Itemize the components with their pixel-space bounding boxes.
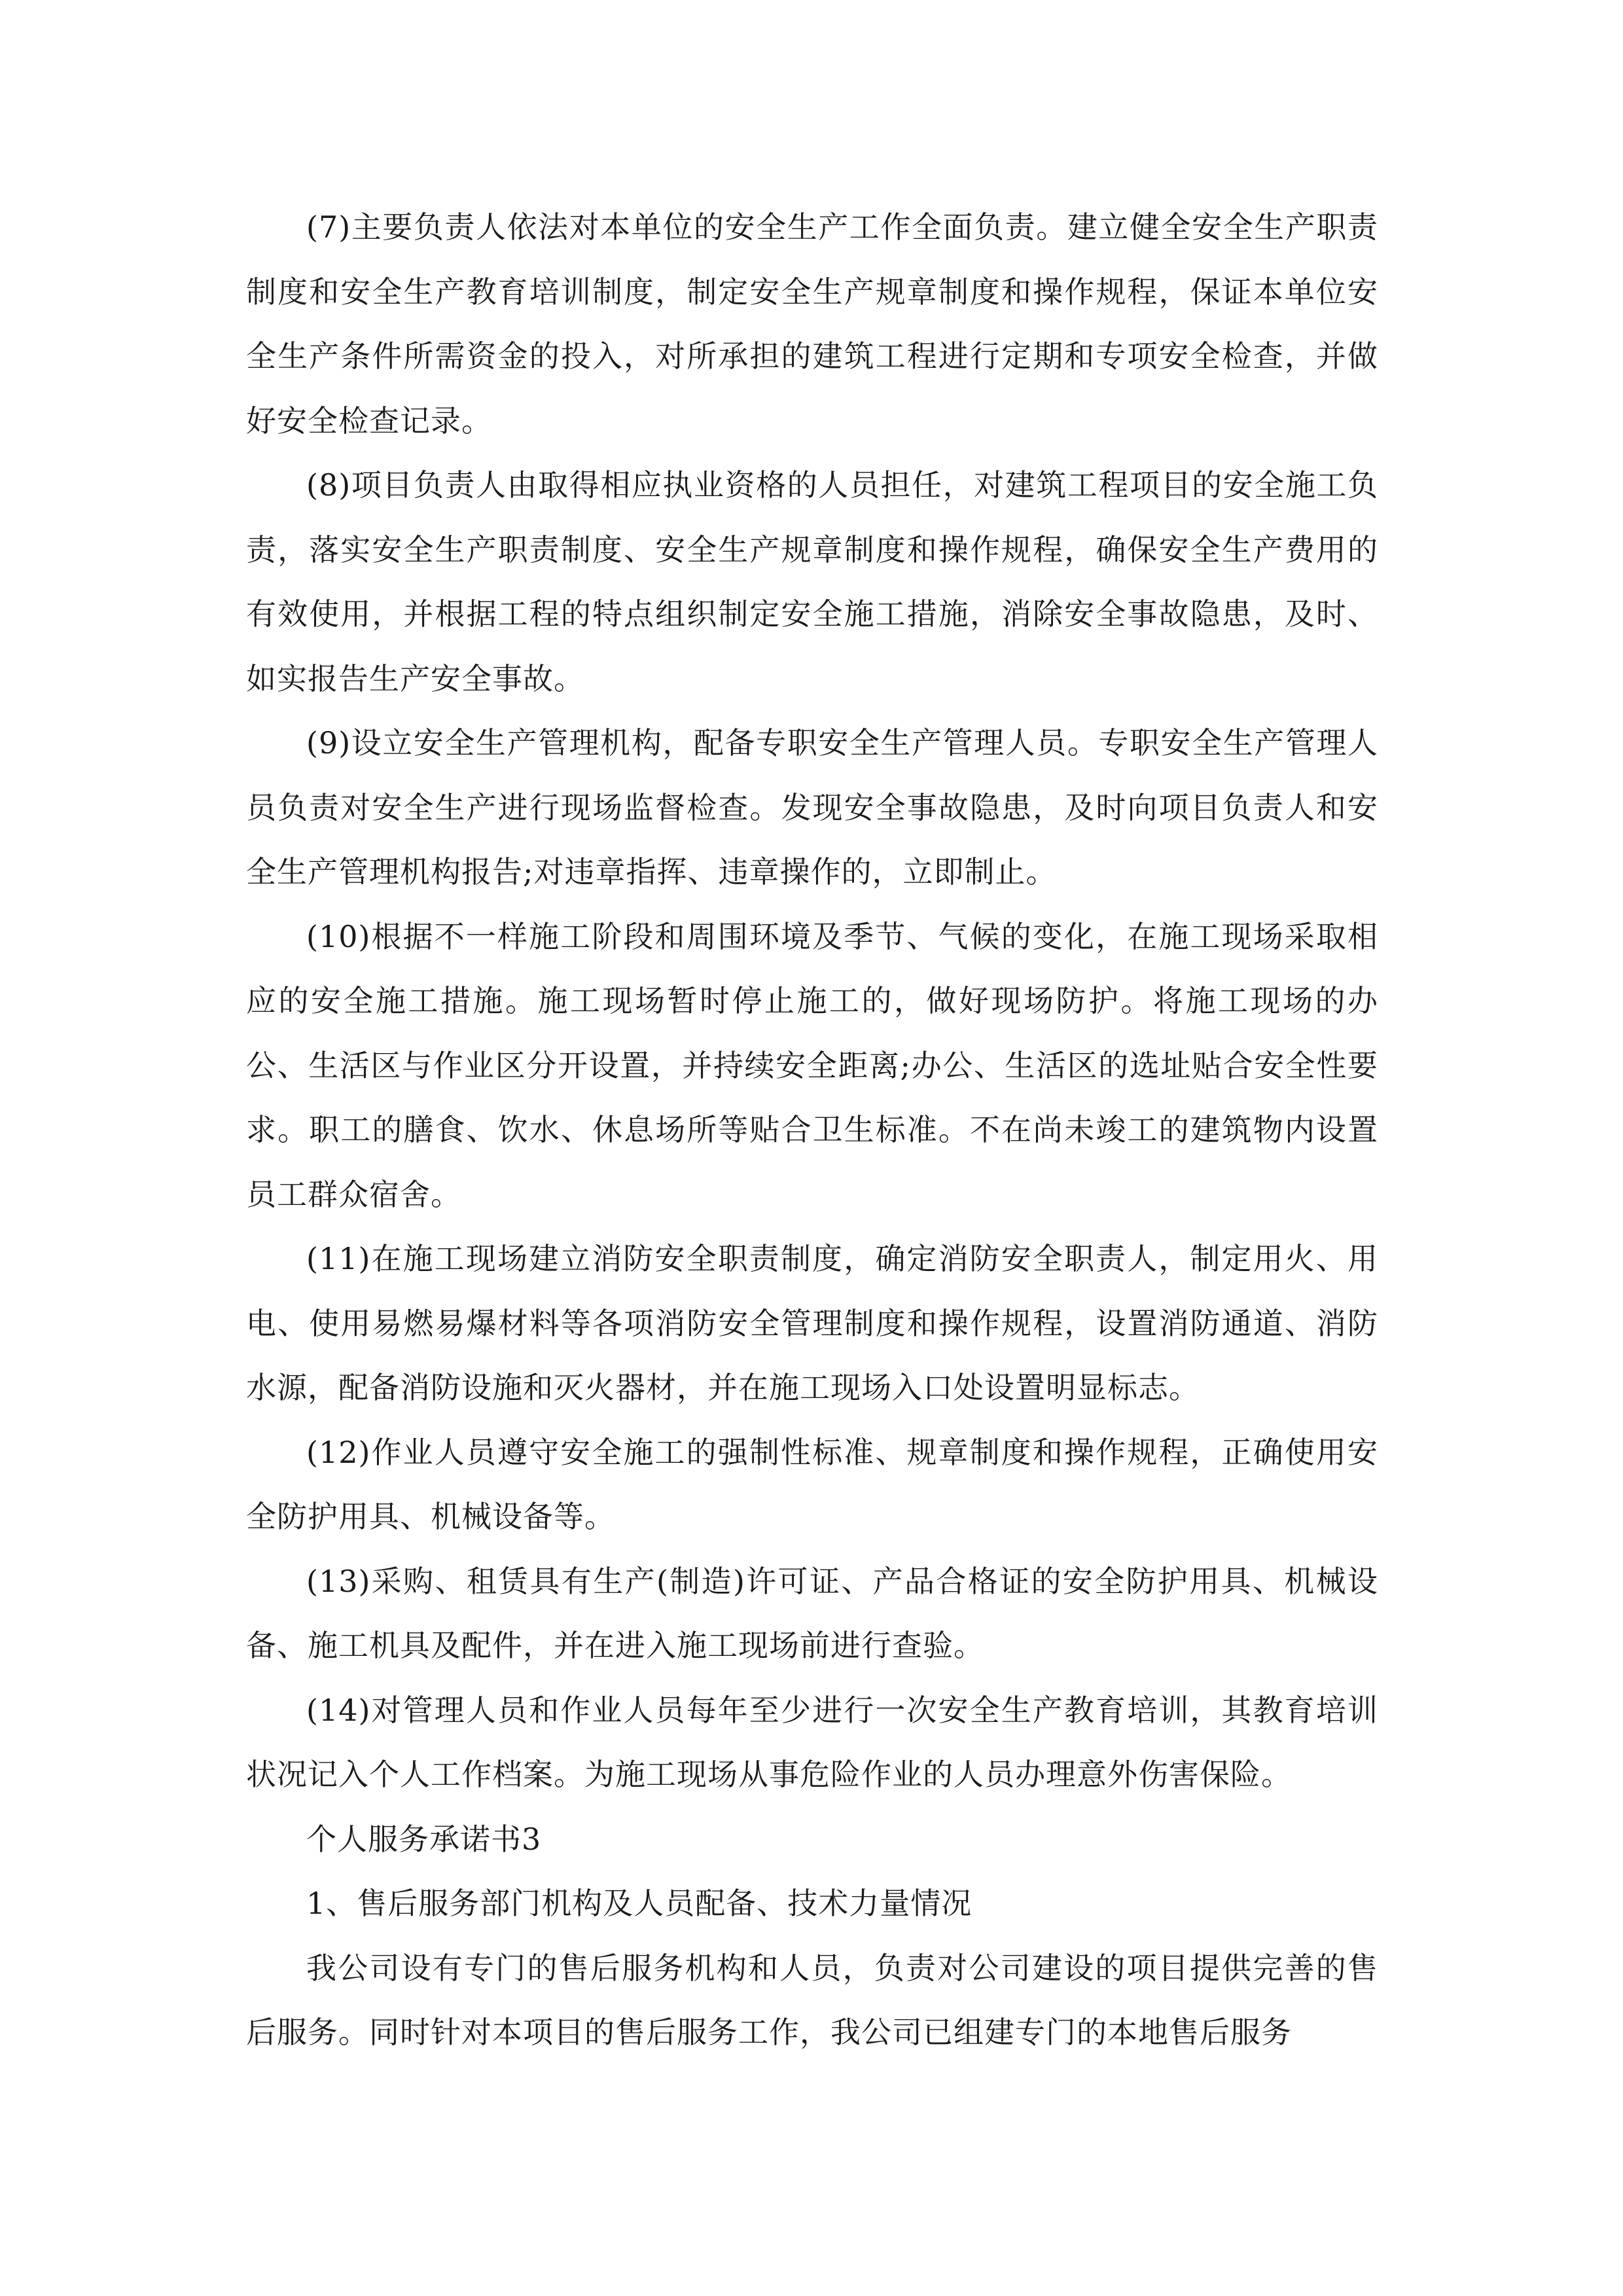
document-body [246, 195, 1378, 2065]
paragraph-7: (7)主要负责人依法对本单位的安全生产工作全面负责。建立健全安全生产职责制度和安全生产教育培训制度，制定安全生产规章制度和操作规程，保证本单位安全生产条件所需资金的投入，对所承担的建筑工程进行定期和专项安全检查，并做好安全检查记录。 [246, 209, 1378, 439]
final-paragraph: 我公司设有专门的售后服务机构和人员，负责对公司建设的项目提供完善的售后服务。同时针对本项目的售后服务工作，我公司已组建专门的本地售后服务 [246, 1950, 1378, 2050]
paragraph-10: (10)根据不一样施工阶段和周围环境及季节、气候的变化，在施工现场采取相应的安全施工措施。施工现场暂时停止施工的，做好现场防护。将施工现场的办公、生活区与作业区分开设置，并持续安全距离;办公、生活区的选址贴合安全性要求。职工的膳食、饮水、休息场所等贴合卫生标准。不在尚未竣工的建筑物内设置员工群众宿舍。 [246, 918, 1378, 1212]
paragraph-11: (11)在施工现场建立消防安全职责制度，确定消防安全职责人，制定用火、用电、使用易燃易爆材料等各项消防安全管理制度和操作规程，设置消防通道、消防水源，配备消防设施和灭火器材，并在施工现场入口处设置明显标志。 [246, 1241, 1378, 1405]
section-title: 个人服务承诺书3 [306, 1821, 542, 1857]
paragraph-8: (8)项目负责人由取得相应执业资格的人员担任，对建筑工程项目的安全施工负责，落实安全生产职责制度、安全生产规章制度和操作规程，确保安全生产费用的有效使用，并根据工程的特点组织制定安全施工措施，消除安全事故隐患，及时、如实报告生产安全事故。 [246, 467, 1378, 696]
paragraph-14: (14)对管理人员和作业人员每年至少进行一次安全生产教育培训，其教育培训状况记入个人工作档案。为施工现场从事危险作业的人员办理意外伤害保险。 [246, 1692, 1378, 1792]
paragraph-9: (9)设立安全生产管理机构，配备专职安全生产管理人员。专职安全生产管理人员负责对安全生产进行现场监督检查。发现安全事故隐患，及时向项目负责人和安全生产管理机构报告;对违章指挥、违章操作的，立即制止。 [246, 725, 1378, 889]
subsection-title: 1、售后服务部门机构及人员配备、技术力量情况 [306, 1886, 972, 1921]
paragraph-13: (13)采购、租赁具有生产(制造)许可证、产品合格证的安全防护用具、机械设备、施工机具及配件，并在进入施工现场前进行查验。 [246, 1563, 1378, 1663]
paragraph-12: (12)作业人员遵守安全施工的强制性标准、规章制度和操作规程，正确使用安全防护用具、机械设备等。 [246, 1434, 1378, 1534]
